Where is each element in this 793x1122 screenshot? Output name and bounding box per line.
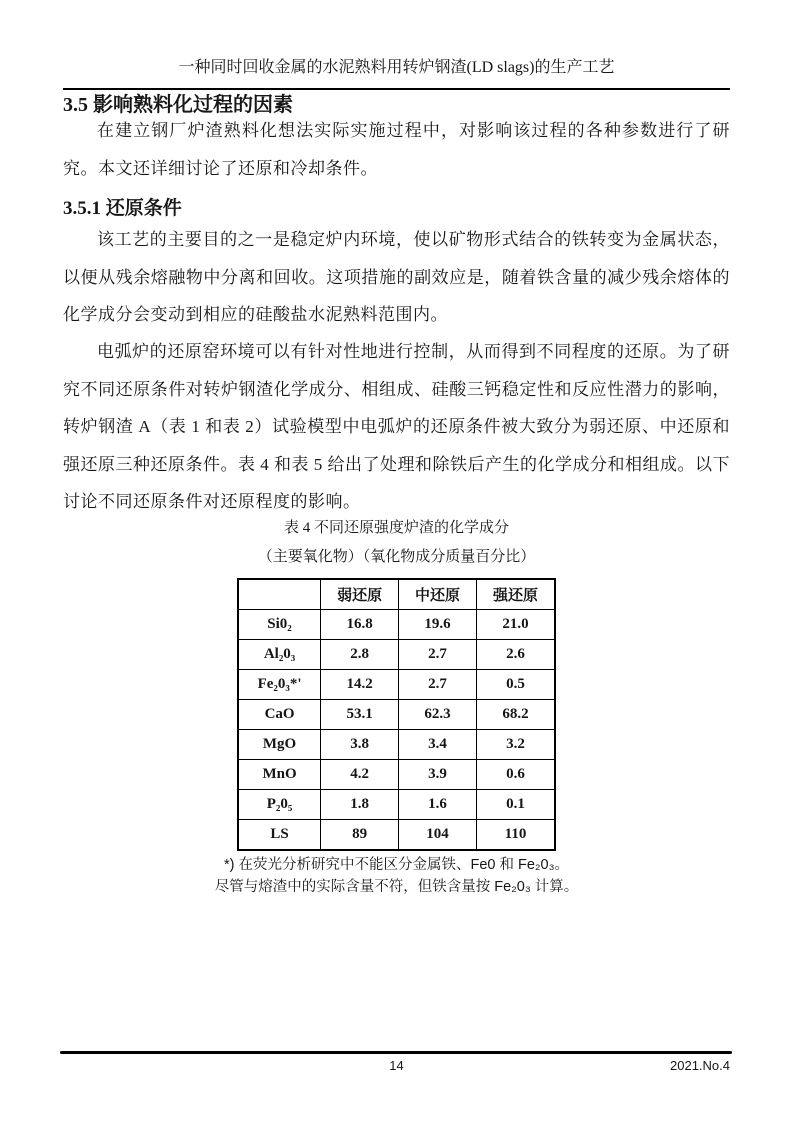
table-header-empty (238, 579, 321, 610)
table-row (238, 610, 555, 640)
cell-value: 19.6 (399, 610, 477, 640)
table-footnote-line2: 尽管与熔渣中的实际含量不符，但铁含量按 Fe₂0₃ 计算。 (214, 879, 579, 895)
row-label-ls: LS (238, 820, 321, 851)
footer-page-number: 14 (389, 1058, 404, 1073)
table-row (238, 670, 555, 700)
paragraph-intro: 在建立钢厂炉渣熟料化想法实际实施过程中，对影响该过程的各种参数进行了研究。本文还详细讨论了还原和冷却条件。 (63, 121, 730, 178)
table-row (238, 790, 555, 820)
cell-value: 3.9 (399, 760, 477, 790)
table-row (238, 640, 555, 670)
cell-value: 0.6 (477, 760, 555, 790)
cell-value: 3.4 (399, 730, 477, 760)
table-footnote-line1: *) 在荧光分析研究中不能区分金属铁、Fe0 和 Fe₂0₃。 (223, 857, 570, 873)
table-header-weak-reduction: 弱还原 (321, 579, 399, 610)
row-label-al2o3: Al₂0₃ (238, 640, 321, 670)
cell-value: 1.8 (321, 790, 399, 820)
table-header-strong-reduction: 强还原 (477, 579, 555, 610)
cell-value: 104 (399, 820, 477, 851)
header-rule (63, 88, 730, 90)
cell-value: 2.6 (477, 640, 555, 670)
table-caption-line1: 表 4 不同还原强度炉渣的化学成分 (283, 520, 509, 536)
section-heading-3-5: 3.5 影响熟料化过程的因素 (63, 94, 293, 116)
row-label-cao: CaO (238, 700, 321, 730)
row-label-mno: MnO (238, 760, 321, 790)
cell-value: 2.8 (321, 640, 399, 670)
row-label-fe2o3: Fe₂0₃*' (238, 670, 321, 700)
paragraph-process-purpose: 该工艺的主要目的之一是稳定炉内环境，使以矿物形式结合的铁转变为金属状态，以便从残余熔融物中分离和回收。这项措施的副效应是，随着铁含量的减少残余熔体的化学成分会变动到相应的硅酸盐水泥熟料范围内。 (63, 230, 730, 324)
cell-value: 1.6 (399, 790, 477, 820)
row-label-p2o5: P₂0₅ (238, 790, 321, 820)
cell-value: 3.2 (477, 730, 555, 760)
cell-value: 89 (321, 820, 399, 851)
cell-value: 14.2 (321, 670, 399, 700)
footer-issue-label: 2021.No.4 (670, 1058, 730, 1073)
table-row (238, 760, 555, 790)
header-title: 一种同时回收金属的水泥熟料用转炉钢渣(LD slags)的生产工艺 (178, 59, 615, 76)
footer-rule (60, 1051, 732, 1054)
cell-value: 16.8 (321, 610, 399, 640)
cell-value: 110 (477, 820, 555, 851)
cell-value: 21.0 (477, 610, 555, 640)
table-caption-line2: （主要氧化物）（氧化物成分质量百分比） (257, 549, 536, 565)
cell-value: 2.7 (399, 640, 477, 670)
paragraph-reduction-conditions: 电弧炉的还原窑环境可以有针对性地进行控制，从而得到不同程度的还原。为了研究不同还原条件对转炉钢渣化学成分、相组成、硅酸三钙稳定性和反应性潜力的影响，转炉钢渣 A（表 1 和表 2）试验模型中电弧炉的还原条件被大致分为弱还原、中还原和强还原三种还原条件。表 4 和表 5 给出了处理和除铁后产生的化学成分和相组成。以下讨论不同还原条件对还原程度的影响。 (63, 342, 730, 511)
cell-value: 0.1 (477, 790, 555, 820)
cell-value: 62.3 (399, 700, 477, 730)
row-label-mgo: MgO (238, 730, 321, 760)
cell-value: 53.1 (321, 700, 399, 730)
cell-value: 68.2 (477, 700, 555, 730)
cell-value: 3.8 (321, 730, 399, 760)
row-label-sio2: Si0₂ (238, 610, 321, 640)
table-row (238, 820, 555, 851)
chemical-composition-table (237, 578, 556, 851)
cell-value: 2.7 (399, 670, 477, 700)
table-header-row (238, 579, 555, 610)
table-row (238, 700, 555, 730)
section-heading-3-5-1: 3.5.1 还原条件 (63, 198, 182, 219)
cell-value: 0.5 (477, 670, 555, 700)
cell-value: 4.2 (321, 760, 399, 790)
table-header-medium-reduction: 中还原 (399, 579, 477, 610)
table-row (238, 730, 555, 760)
